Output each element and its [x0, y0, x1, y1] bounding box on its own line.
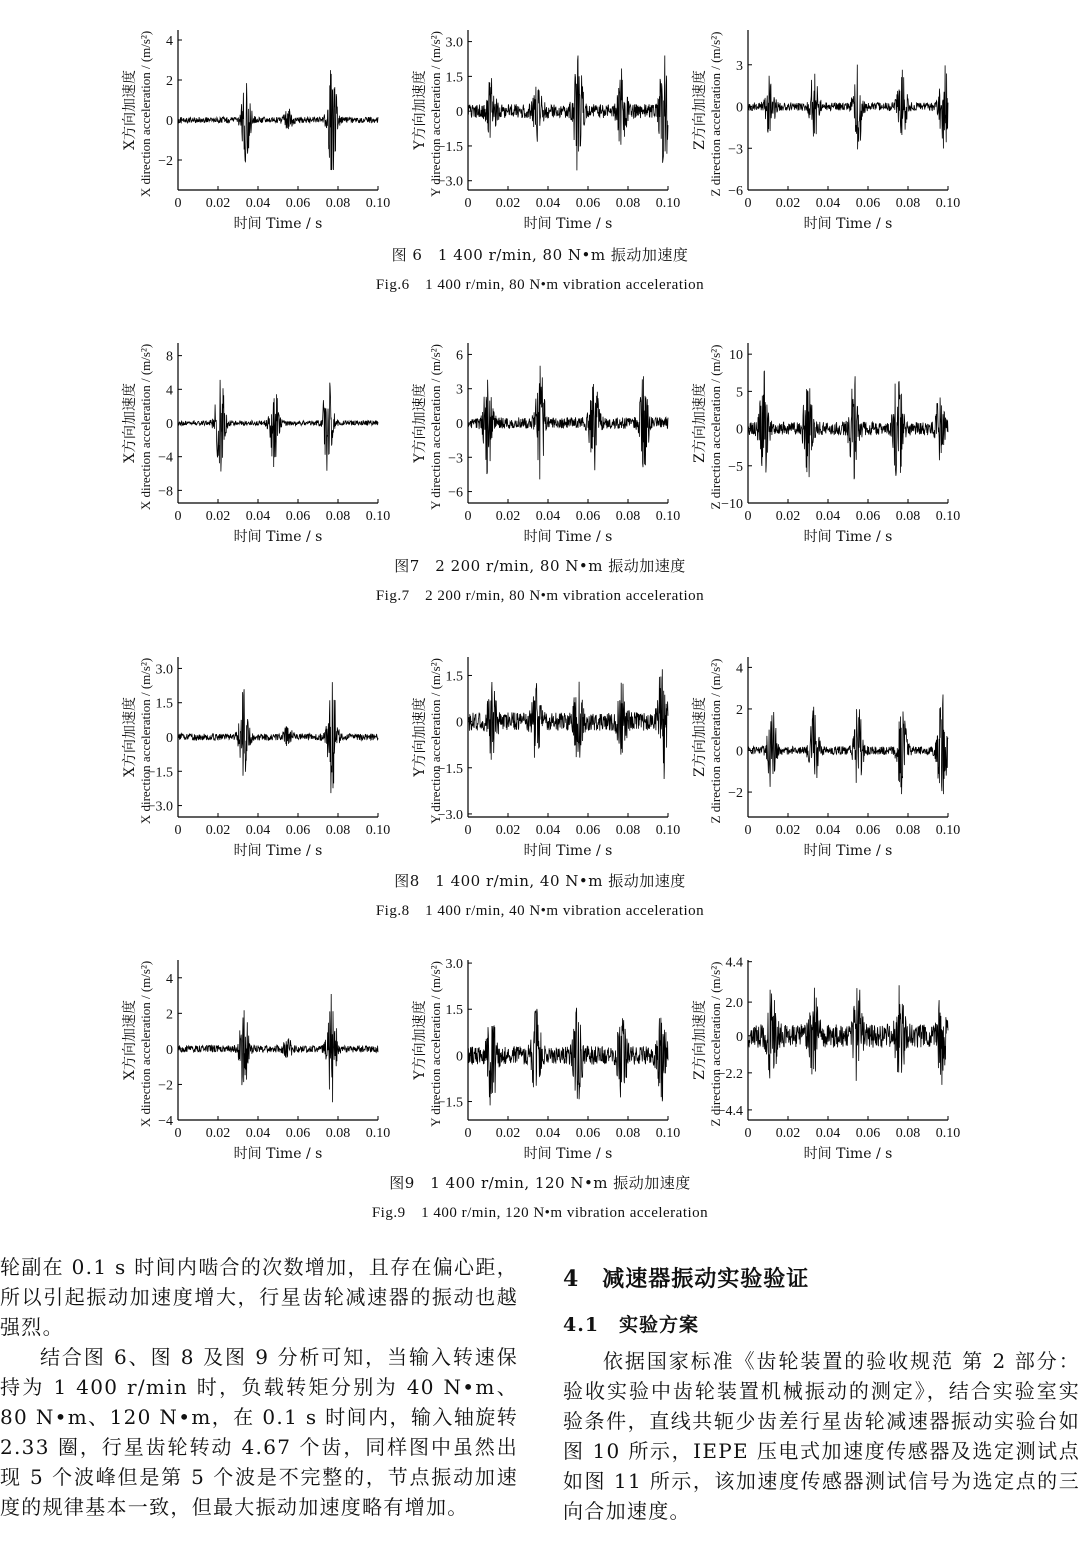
- vibration-signal-line: [468, 366, 668, 480]
- chart-panel-2: [411, 657, 680, 857]
- y-tick-label: −3: [728, 142, 743, 158]
- x-tick-label: 0.02: [495, 823, 521, 838]
- figure-7-charts: [0, 323, 1080, 543]
- y-axis-label-cn: Y方向加速度: [412, 1000, 428, 1080]
- y-tick-label: −1.5: [147, 765, 173, 781]
- y-tick-label: −8: [158, 484, 173, 500]
- y-tick-label: 2: [166, 74, 173, 89]
- y-tick-label: 2: [736, 702, 743, 718]
- y-tick-label: 3.0: [445, 957, 463, 973]
- y-tick-label: −2: [728, 786, 743, 802]
- y-axis-label-cn: Y方向加速度: [412, 70, 428, 150]
- y-axis-label-cn: X方向加速度: [122, 697, 138, 777]
- x-tick-label: 0.06: [855, 509, 881, 524]
- x-axis-label: 时间 Time / s: [523, 529, 613, 543]
- x-tick-label: 0.10: [935, 196, 961, 211]
- y-axis-label-en: Y direction acceleration / (m/s²): [428, 658, 443, 824]
- x-tick-label: 0.04: [535, 823, 561, 838]
- y-axis-label-cn: Z方向加速度: [692, 1000, 708, 1080]
- x-tick-label: 0.02: [775, 509, 801, 524]
- x-tick-label: 0.10: [935, 1126, 961, 1141]
- y-tick-label: 3.0: [445, 35, 463, 51]
- y-tick-label: 1.5: [445, 70, 463, 86]
- x-tick-label: 0.04: [245, 196, 271, 211]
- x-tick-label: 0.02: [205, 509, 231, 524]
- y-axis-label-cn: X方向加速度: [122, 383, 138, 463]
- figure-7: [0, 323, 1080, 543]
- x-axis-label: 时间 Time / s: [803, 216, 893, 230]
- x-tick-label: 0: [464, 823, 472, 838]
- y-tick-label: −2.2: [717, 1066, 743, 1082]
- x-tick-label: 0.08: [325, 196, 351, 211]
- y-tick-label: 0: [736, 422, 743, 438]
- chart-panel-2: [411, 30, 680, 230]
- y-tick-label: −1.5: [437, 139, 463, 155]
- x-tick-label: 0.04: [815, 509, 841, 524]
- y-tick-label: 0: [736, 1029, 743, 1045]
- chart-panel-3: [691, 657, 960, 857]
- y-tick-label: −6: [728, 184, 743, 199]
- y-tick-label: −6: [448, 485, 463, 501]
- x-tick-label: 0.02: [495, 1126, 521, 1141]
- y-axis-label-en: X direction acceleration / (m/s²): [138, 960, 153, 1128]
- x-tick-label: 0.08: [895, 196, 921, 211]
- y-tick-label: 4: [736, 661, 743, 677]
- vibration-signal-line: [468, 56, 668, 171]
- x-axis-label: 时间 Time / s: [803, 529, 893, 543]
- y-tick-label: 1.5: [445, 669, 463, 685]
- y-tick-label: 0: [456, 105, 463, 121]
- x-tick-label: 0.02: [775, 1126, 801, 1141]
- x-tick-label: 0.02: [775, 196, 801, 211]
- y-tick-label: 0: [736, 744, 743, 760]
- chart-panel-1: [121, 30, 390, 230]
- y-tick-label: 3: [736, 58, 743, 74]
- figure-9-caption-en: Fig.9 1 400 r/min, 120 N•m vibration acceleration: [371, 1205, 709, 1221]
- x-axis-label: 时间 Time / s: [803, 1146, 893, 1160]
- y-tick-label: −4.4: [717, 1103, 743, 1119]
- y-tick-label: 2: [166, 1007, 173, 1023]
- y-axis-label-en: X direction acceleration / (m/s²): [138, 343, 153, 511]
- y-axis-label-en: Z direction acceleration / (m/s²): [708, 344, 723, 510]
- x-tick-label: 0.06: [575, 1126, 601, 1141]
- right-column: [563, 1346, 1080, 1526]
- figure-8-caption-cn: 图8 1 400 r/min, 40 N•m 振动加速度: [394, 872, 686, 890]
- x-tick-label: 0.08: [895, 823, 921, 838]
- figure-6-caption-cn: 图 6 1 400 r/min, 80 N•m 振动加速度: [391, 246, 689, 264]
- y-tick-label: −3.0: [147, 799, 173, 815]
- figure-8: [0, 637, 1080, 857]
- x-tick-label: 0.06: [575, 509, 601, 524]
- y-tick-label: 0: [166, 731, 173, 746]
- x-tick-label: 0: [174, 1126, 182, 1141]
- y-tick-label: −3.0: [437, 174, 463, 190]
- x-tick-label: 0.06: [855, 1126, 881, 1141]
- y-axis-label-en: X direction acceleration / (m/s²): [138, 657, 153, 825]
- vibration-signal-line: [178, 682, 378, 793]
- y-tick-label: 0: [456, 715, 463, 731]
- y-tick-label: 4: [166, 971, 173, 987]
- vibration-signal-line: [178, 380, 378, 472]
- x-tick-label: 0.06: [575, 823, 601, 838]
- x-tick-label: 0.10: [655, 823, 681, 838]
- x-tick-label: 0.10: [365, 509, 391, 524]
- left-paragraph-1: 轮副在 0.1 s 时间内啮合的次数增加，且存在偏心距，所以引起振动加速度增大，行星齿轮减速器的振动也越强烈。: [0, 1255, 518, 1339]
- y-axis-label-en: Z direction acceleration / (m/s²): [708, 961, 723, 1127]
- x-tick-label: 0.02: [205, 823, 231, 838]
- y-tick-label: 2.0: [725, 996, 743, 1012]
- x-tick-label: 0.04: [245, 823, 271, 838]
- chart-panel-3: [691, 956, 960, 1160]
- y-tick-label: 0: [166, 1042, 173, 1058]
- y-axis-label-cn: Y方向加速度: [412, 383, 428, 463]
- x-axis-label: 时间 Time / s: [233, 1146, 323, 1160]
- chart-panel-2: [411, 343, 680, 543]
- x-tick-label: 0.04: [245, 1126, 271, 1141]
- x-tick-label: 0.08: [615, 196, 641, 211]
- y-axis-label-cn: Z方向加速度: [692, 697, 708, 777]
- x-tick-label: 0.10: [655, 1126, 681, 1141]
- x-tick-label: 0.06: [285, 1126, 311, 1141]
- figure-8-charts: [0, 637, 1080, 857]
- y-tick-label: 4: [166, 383, 173, 399]
- y-tick-label: −5: [728, 459, 743, 475]
- vibration-signal-line: [178, 994, 378, 1102]
- vibration-signal-line: [468, 1008, 668, 1106]
- x-tick-label: 0.10: [935, 509, 961, 524]
- x-tick-label: 0.06: [855, 196, 881, 211]
- figure-6: [0, 10, 1080, 230]
- x-tick-label: 0.04: [815, 823, 841, 838]
- y-tick-label: −3: [448, 451, 463, 467]
- x-axis-label: 时间 Time / s: [233, 216, 323, 230]
- x-axis-label: 时间 Time / s: [523, 216, 613, 230]
- y-tick-label: 8: [166, 349, 173, 365]
- x-axis-label: 时间 Time / s: [803, 843, 893, 857]
- y-tick-label: 6: [456, 348, 463, 364]
- x-tick-label: 0.06: [575, 196, 601, 211]
- y-tick-label: 0: [736, 100, 743, 116]
- y-tick-label: −1.5: [437, 761, 463, 777]
- y-axis-label-en: Z direction acceleration / (m/s²): [708, 31, 723, 197]
- vibration-signal-line: [468, 669, 668, 779]
- y-axis-label-en: Y direction acceleration / (m/s²): [428, 31, 443, 197]
- vibration-signal-line: [748, 371, 948, 479]
- figure-6-caption-en: Fig.6 1 400 r/min, 80 N•m vibration acceleration: [375, 277, 705, 293]
- y-axis-label-cn: Z方向加速度: [692, 70, 708, 150]
- x-tick-label: 0.06: [855, 823, 881, 838]
- x-axis-label: 时间 Time / s: [523, 1146, 613, 1160]
- chart-panel-3: [691, 30, 960, 230]
- left-paragraph-2: 结合图 6、图 8 及图 9 分析可知，当输入转速保持为 1 400 r/min 时，负载转矩分别为 40 N•m、80 N•m、120 N•m，在 0.1 s 时间内，输入轴旋转 2.33 圈，行星齿轮转动 4.67 个齿，同样图中虽然出现 5 个波峰但是第 5 个波是不完整的，节点振动加速度的规律基本一致，但最大振动加速度略有增加。: [0, 1345, 518, 1519]
- x-tick-label: 0.10: [365, 823, 391, 838]
- x-tick-label: 0.04: [535, 196, 561, 211]
- y-tick-label: −3.0: [437, 807, 463, 823]
- x-tick-label: 0.08: [325, 509, 351, 524]
- figure-9-caption-cn: 图9 1 400 r/min, 120 N•m 振动加速度: [389, 1174, 691, 1192]
- x-tick-label: 0.08: [615, 823, 641, 838]
- y-axis-label-cn: Y方向加速度: [412, 697, 428, 777]
- x-tick-label: 0.08: [895, 1126, 921, 1141]
- x-tick-label: 0.04: [815, 1126, 841, 1141]
- x-tick-label: 0.08: [615, 1126, 641, 1141]
- x-tick-label: 0.08: [325, 823, 351, 838]
- subsection-title: 4.1 实验方案: [563, 1314, 700, 1336]
- x-axis-label: 时间 Time / s: [233, 843, 323, 857]
- y-tick-label: −10: [721, 497, 743, 512]
- vibration-signal-line: [748, 695, 948, 795]
- x-axis-label: 时间 Time / s: [233, 529, 323, 543]
- x-tick-label: 0.04: [535, 509, 561, 524]
- x-tick-label: 0.08: [895, 509, 921, 524]
- y-tick-label: 10: [729, 348, 743, 364]
- vibration-signal-line: [748, 985, 948, 1085]
- x-tick-label: 0.10: [655, 509, 681, 524]
- x-tick-label: 0.08: [615, 509, 641, 524]
- chart-panel-2: [411, 957, 680, 1160]
- y-axis-label-en: Z direction acceleration / (m/s²): [708, 658, 723, 824]
- x-tick-label: 0.06: [285, 509, 311, 524]
- y-tick-label: 1.5: [155, 696, 173, 712]
- y-tick-label: 3: [456, 382, 463, 398]
- y-tick-label: 4: [166, 34, 173, 49]
- chart-panel-1: [121, 960, 390, 1160]
- figure-6-charts: [0, 10, 1080, 230]
- x-tick-label: 0: [464, 1126, 472, 1141]
- y-tick-label: −4: [158, 1114, 173, 1129]
- y-tick-label: 3.0: [155, 662, 173, 678]
- y-tick-label: −1.5: [437, 1095, 463, 1111]
- x-tick-label: 0.04: [245, 509, 271, 524]
- y-tick-label: −2: [158, 1078, 173, 1094]
- figure-9: [0, 940, 1080, 1160]
- vibration-signal-line: [748, 65, 948, 150]
- x-axis-label: 时间 Time / s: [523, 843, 613, 857]
- figure-7-caption-en: Fig.7 2 200 r/min, 80 N•m vibration acceleration: [375, 588, 705, 604]
- y-axis-label-en: X direction acceleration / (m/s²): [138, 30, 153, 198]
- x-tick-label: 0.04: [535, 1126, 561, 1141]
- x-tick-label: 0.10: [655, 196, 681, 211]
- x-tick-label: 0: [744, 196, 752, 211]
- x-tick-label: 0: [464, 509, 472, 524]
- y-axis-label-cn: Z方向加速度: [692, 383, 708, 463]
- chart-panel-1: [121, 343, 390, 543]
- figure-7-caption-cn: 图7 2 200 r/min, 80 N•m 振动加速度: [394, 557, 686, 575]
- x-tick-label: 0.08: [325, 1126, 351, 1141]
- y-tick-label: 4.4: [725, 955, 743, 971]
- y-tick-label: 0: [166, 417, 173, 432]
- x-tick-label: 0: [744, 509, 752, 524]
- x-tick-label: 0: [174, 196, 182, 211]
- y-tick-label: 1.5: [445, 1003, 463, 1019]
- y-axis-label-cn: X方向加速度: [122, 1000, 138, 1080]
- x-tick-label: 0.10: [935, 823, 961, 838]
- figure-9-charts: [0, 940, 1080, 1160]
- y-tick-label: −2: [158, 154, 173, 169]
- section-title: 4 减速器振动实验验证: [563, 1266, 810, 1292]
- right-paragraph-1: 依据国家标准《齿轮装置的验收规范 第 2 部分：验收实验中齿轮装置机械振动的测定》，结合实验室实验条件，直线共轭少齿差行星齿轮减速器振动实验台如图 10 所示，IEPE 压电式加速度传感器及选定测试点如图 11 所示，该加速度传感器测试信号为选定点的三向合加速度。: [563, 1349, 1080, 1523]
- x-tick-label: 0.10: [365, 1126, 391, 1141]
- y-axis-label-cn: X方向加速度: [122, 70, 138, 150]
- y-tick-label: 0: [166, 114, 173, 129]
- x-tick-label: 0: [174, 509, 182, 524]
- figure-8-caption-en: Fig.8 1 400 r/min, 40 N•m vibration acceleration: [375, 903, 705, 919]
- y-tick-label: 0: [456, 1049, 463, 1065]
- y-axis-label-en: Y direction acceleration / (m/s²): [428, 961, 443, 1127]
- vibration-signal-line: [178, 70, 378, 170]
- x-tick-label: 0: [744, 823, 752, 838]
- x-tick-label: 0: [464, 196, 472, 211]
- chart-panel-3: [691, 343, 960, 543]
- x-tick-label: 0.02: [205, 196, 231, 211]
- y-tick-label: 0: [456, 417, 463, 432]
- chart-panel-1: [121, 657, 390, 857]
- x-tick-label: 0.02: [495, 509, 521, 524]
- y-tick-label: −4: [158, 450, 173, 466]
- left-column: [0, 1252, 518, 1522]
- x-tick-label: 0.06: [285, 196, 311, 211]
- x-tick-label: 0.10: [365, 196, 391, 211]
- x-tick-label: 0.06: [285, 823, 311, 838]
- x-tick-label: 0: [174, 823, 182, 838]
- y-axis-label-en: Y direction acceleration / (m/s²): [428, 344, 443, 510]
- y-tick-label: 5: [736, 385, 743, 401]
- x-tick-label: 0: [744, 1126, 752, 1141]
- x-tick-label: 0.04: [815, 196, 841, 211]
- x-tick-label: 0.02: [775, 823, 801, 838]
- x-tick-label: 0.02: [205, 1126, 231, 1141]
- x-tick-label: 0.02: [495, 196, 521, 211]
